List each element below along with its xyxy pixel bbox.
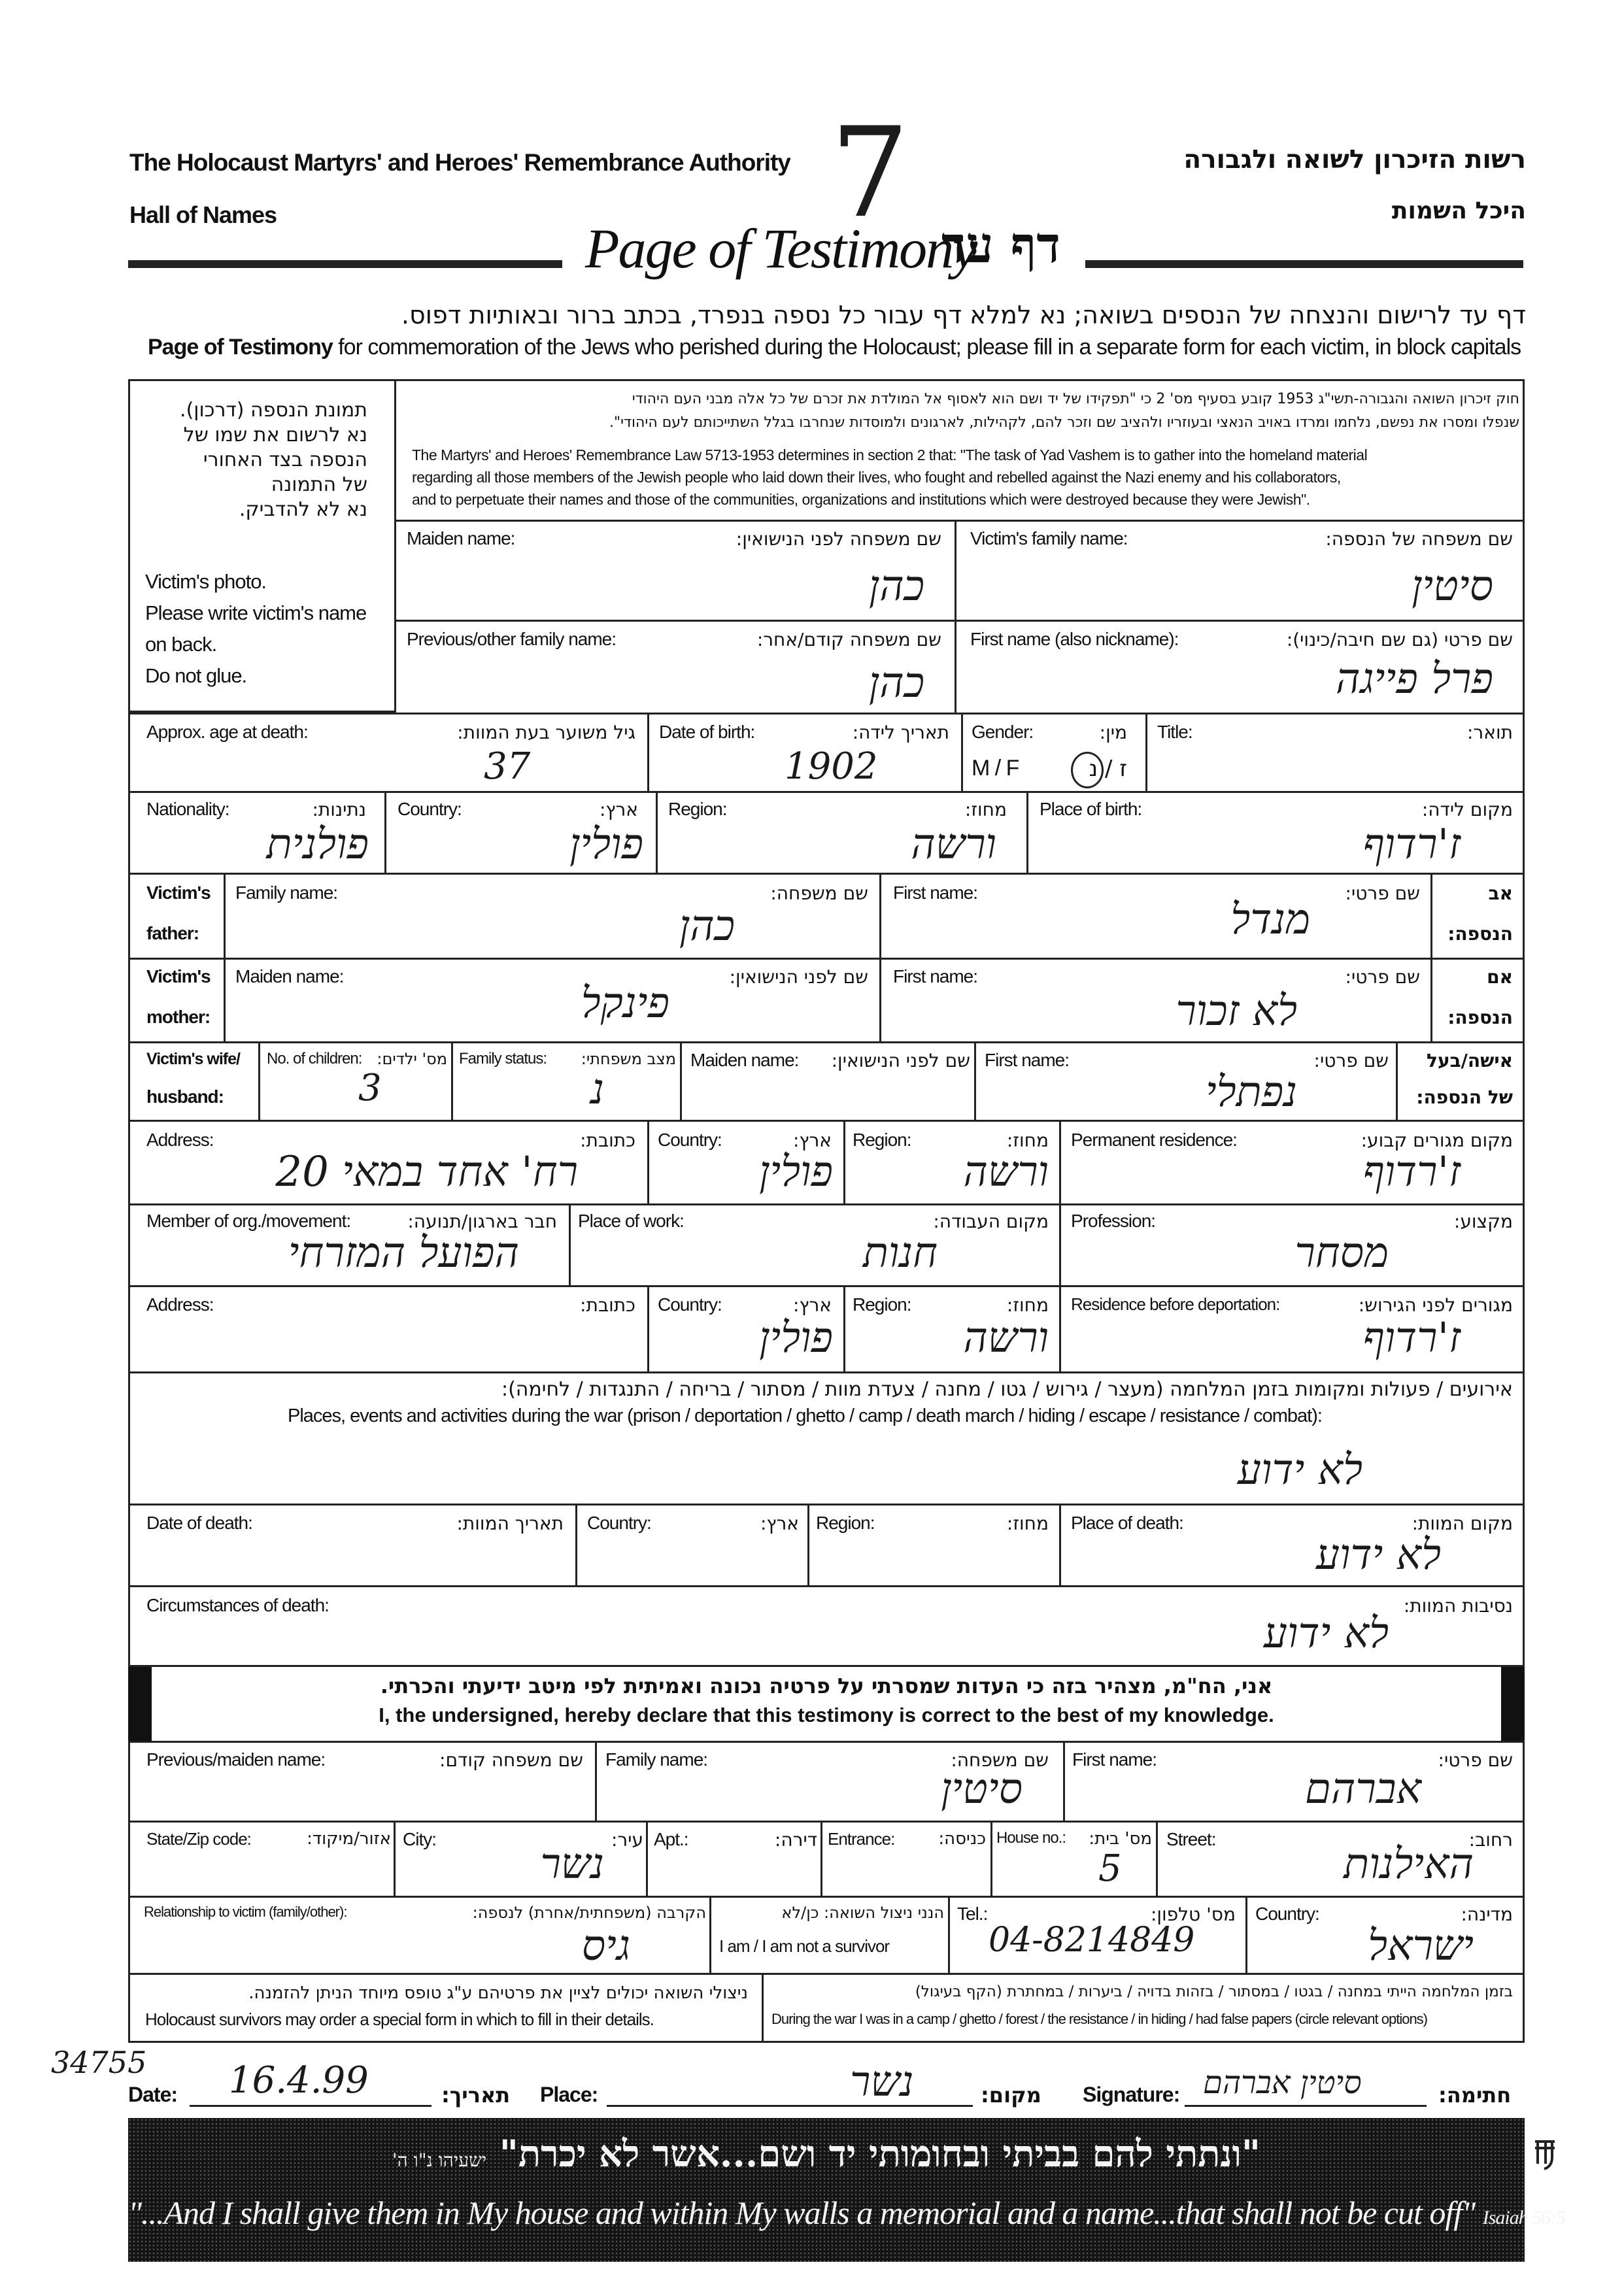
father-label-he-2: הנספה: — [1447, 923, 1513, 945]
war-value: לא ידוע — [1237, 1446, 1362, 1494]
dep-address-label-he: כתובת: — [580, 1294, 635, 1316]
children-value: 3 — [358, 1067, 382, 1109]
dep-region-label-en: Region: — [853, 1294, 911, 1315]
maiden-name-label-he: שם משפחה לפני הנישואין: — [736, 528, 941, 550]
rule-names-mid — [396, 620, 1525, 622]
photo-he-1: תמונת הנספה (דרכון). — [180, 399, 367, 422]
divider-death-2 — [807, 1504, 809, 1585]
divider-notes — [762, 1973, 764, 2043]
divider-names — [955, 520, 956, 713]
nationality-value: פולנית — [266, 820, 369, 869]
rule-13 — [128, 1741, 1525, 1743]
perm-res-label-en: Permanent residence: — [1071, 1130, 1237, 1150]
city-value: נשר — [540, 1840, 604, 1889]
rule-14 — [128, 1821, 1525, 1823]
yad-vashem-emblem-icon — [1532, 2138, 1559, 2190]
relationship-value: גיס — [581, 1922, 630, 1970]
spouse-label-he-1: אישה/בעל — [1427, 1050, 1513, 1071]
family-name-label-he: שם משפחה של הנספה: — [1325, 528, 1513, 550]
quote-en-text: "...And I shall give them in My house and within My walls a memorial and a name...that shall not be cut off" — [128, 2194, 1476, 2231]
place-value: נשר — [850, 2058, 914, 2106]
war-status-note-he: בזמן המלחמה הייתי במחנה / בגטו / במסתור / בזהות בדויה / ביערות / במחתרת (הקף בעיגול) — [915, 1983, 1513, 2000]
tel-label-en: Tel.: — [957, 1904, 988, 1924]
signature-label-en: Signature: — [1083, 2083, 1180, 2106]
rule-16 — [128, 1973, 1525, 1975]
hall-name-en: Hall of Names — [129, 201, 277, 228]
survivors-note-he: ניצולי השואה יכולים לציין את פרטיהם ע"ג טופס מיוחד הניתן להזמנה. — [248, 1983, 748, 2003]
relationship-label-en: Relationship to victim (family/other): — [144, 1904, 347, 1920]
prev-name-label-he: שם משפחה קודם/אחר: — [756, 629, 941, 650]
photo-he-2: נא לרשום את שמו של — [183, 424, 367, 446]
survivor-en[interactable]: I am / I am not a survivor — [719, 1936, 890, 1956]
spouse-first-label-he: שם פרטי: — [1313, 1050, 1389, 1071]
law-en-1: The Martyrs' and Heroes' Remembrance Law 5713-1953 determines in section 2 that: "The task of Yad Vashem is to gather into the homeland material — [412, 446, 1368, 463]
rule-9 — [128, 1371, 1525, 1373]
rule-2 — [128, 791, 1525, 793]
prev-name-label-en: Previous/other family name: — [407, 629, 617, 649]
first-name-label-he: שם פרטי (גם שם חיבה/כינוי): — [1286, 629, 1513, 650]
birth-country-label-en: Country: — [398, 799, 462, 819]
age-label-he: גיל משוער בעת המוות: — [457, 722, 635, 743]
witness-first-value: אברהם — [1304, 1765, 1421, 1813]
family-status-label-he: מצב משפחתי: — [581, 1050, 676, 1068]
witness-family-label-en: Family name: — [605, 1749, 708, 1770]
death-date-label-he: תאריך המוות: — [456, 1513, 564, 1534]
divider-spouse-5 — [1396, 1041, 1398, 1120]
divider-rel-2 — [948, 1896, 950, 1973]
photo-he-3: הנספה בצד האחורי — [203, 448, 367, 471]
divider-region — [1026, 791, 1028, 873]
gender-label-he: מין: — [1099, 722, 1127, 743]
tel-value: 04-8214849 — [989, 1921, 1195, 1960]
dep-country-label-he: ארץ: — [792, 1294, 832, 1316]
title-en: Page of Testimony — [585, 217, 977, 280]
witness-family-value: סיטין — [941, 1765, 1023, 1813]
place-label-en: Place: — [540, 2083, 598, 2106]
birth-country-label-he: ארץ: — [599, 799, 638, 820]
birth-country-value: פולין — [569, 820, 643, 869]
circumstances-label-he: נסיבות המוות: — [1403, 1595, 1513, 1617]
gender-circle-mark — [1071, 752, 1104, 788]
witness-country-label-he: מדינה: — [1461, 1904, 1513, 1925]
circumstances-label-en: Circumstances of death: — [146, 1595, 329, 1615]
instructions-en — [148, 335, 1521, 360]
family-status-label-en: Family status: — [459, 1050, 547, 1067]
quote-en-ref: Isaiah 56:5 — [1482, 2207, 1566, 2228]
maiden-name-label-en: Maiden name: — [407, 528, 515, 548]
place-label-he: מקום: — [981, 2083, 1041, 2108]
witness-family-label-he: שם משפחה: — [951, 1749, 1049, 1771]
pre-dep-res-label-he: מגורים לפני הגירוש: — [1358, 1294, 1513, 1316]
title-rule-right — [1085, 260, 1523, 268]
death-region-label-he: מחוז: — [1006, 1513, 1049, 1534]
rule-6 — [128, 1120, 1525, 1122]
entrance-label-he: כניסה: — [938, 1829, 986, 1849]
res-region-label-he: מחוז: — [1006, 1130, 1049, 1151]
divider-spouse-4 — [974, 1041, 976, 1120]
dep-region-value: ורשה — [963, 1314, 1049, 1362]
birth-region-value: ורשה — [911, 820, 996, 869]
witness-prev-label-he: שם משפחה קודם: — [439, 1749, 583, 1771]
death-region-label-en: Region: — [816, 1513, 875, 1533]
title-label-he: תואר: — [1467, 722, 1513, 743]
quote-he — [128, 2132, 1525, 2176]
res-country-label-he: ארץ: — [792, 1130, 832, 1151]
mother-label-he-2: הנספה: — [1447, 1007, 1513, 1028]
workplace-value: חנות — [862, 1229, 938, 1277]
org-label-en: Member of org./movement: — [146, 1211, 351, 1231]
corner-mark: 7 — [830, 101, 909, 245]
prev-name-value: כהן — [868, 659, 924, 707]
signature-line — [1185, 2105, 1427, 2107]
mother-label-en-2: mother: — [146, 1007, 211, 1027]
photo-en-1: Victim's photo. — [145, 570, 267, 593]
father-family-value: כהן — [679, 902, 735, 950]
spouse-label-en-1: Victim's wife/ — [146, 1050, 240, 1068]
quote-he-ref: ישעיהו נ"ו ה' — [392, 2149, 487, 2171]
pre-dep-res-label-en: Residence before deportation: — [1071, 1294, 1280, 1314]
divider-nat — [384, 791, 386, 873]
divider-age — [647, 713, 649, 791]
perm-res-label-he: מקום מגורים קבוע: — [1361, 1130, 1513, 1151]
address-label-he: כתובת: — [580, 1130, 635, 1151]
divider-spouse-3 — [680, 1041, 682, 1120]
address-value: רח' אחד במאי 20 — [275, 1148, 578, 1196]
tel-label-he: מס' טלפון: — [1150, 1904, 1236, 1925]
divider-addr-3 — [1059, 1120, 1061, 1203]
rule-10 — [128, 1504, 1525, 1505]
org-label-he: חבר בארגון/תנועה: — [407, 1211, 557, 1232]
divider-addr-1 — [647, 1120, 649, 1203]
perm-res-value: ז'רדוף — [1362, 1148, 1461, 1196]
photo-en-3: on back. — [145, 633, 217, 656]
witness-first-label-he: שם פרטי: — [1438, 1749, 1513, 1771]
date-label-en: Date: — [128, 2083, 178, 2106]
dep-country-label-en: Country: — [658, 1294, 722, 1315]
divider-work-1 — [569, 1203, 571, 1285]
war-status-note-en: During the war I was in a camp / ghetto / forest / the resistance / in hiding / had false papers (circle relevant options) — [771, 2011, 1428, 2027]
maiden-name-value: כהן — [868, 562, 924, 611]
date-line — [190, 2105, 431, 2107]
death-place-label-he: מקום המוות: — [1412, 1513, 1513, 1534]
divider-addr-2 — [843, 1120, 845, 1203]
divider-wa-5 — [1156, 1821, 1158, 1896]
rule-5 — [128, 1041, 1525, 1043]
res-region-value: ורשה — [963, 1148, 1049, 1196]
spouse-first-label-en: First name: — [985, 1050, 1070, 1070]
law-en-2: regarding all those members of the Jewish people who laid down their lives, who fought and rebelled against the Nazi enemy and his collaborators, — [412, 469, 1341, 486]
father-label-he-1: אב — [1488, 882, 1513, 904]
spouse-maiden-label-en: Maiden name: — [690, 1050, 799, 1070]
pob-label-en: Place of birth: — [1040, 799, 1142, 819]
street-value: האילנות — [1344, 1840, 1474, 1889]
dob-label-en: Date of birth: — [659, 722, 755, 742]
date-value: 16.4.99 — [229, 2059, 369, 2102]
divider-work-2 — [1059, 1203, 1061, 1285]
rule-3 — [128, 873, 1525, 875]
rule-8 — [128, 1285, 1525, 1287]
death-place-value: לא ידוע — [1315, 1531, 1441, 1579]
profession-label-en: Profession: — [1071, 1211, 1156, 1231]
nationality-label-en: Nationality: — [146, 799, 229, 819]
street-label-he: רחוב: — [1468, 1829, 1513, 1851]
res-region-label-en: Region: — [853, 1130, 911, 1150]
rule-7 — [128, 1203, 1525, 1205]
mother-label-he-1: אם — [1487, 966, 1513, 988]
law-he-2: שנפלו ומסרו את נפשם, נלחמו ומרדו באויב הנאצי ובעוזריו ולהציב שם וזכר להם, לקהילות, לארגונים ולמוסדות שנחרבו בגלל השתייכותם לעם היהודי". — [609, 414, 1519, 431]
divider-dob — [961, 713, 963, 791]
witness-country-label-en: Country: — [1255, 1904, 1319, 1924]
father-label-en-2: father: — [146, 923, 199, 943]
first-name-label-en: First name (also nickname): — [970, 629, 1179, 649]
survivors-note-en: Holocaust survivors may order a special form in which to fill in their details. — [145, 2009, 654, 2029]
spouse-label-he-2: של הנספה: — [1416, 1086, 1513, 1108]
photo-en-2: Please write victim's name — [145, 601, 367, 624]
mother-first-label-en: First name: — [893, 966, 978, 986]
divider-mother-r — [1430, 958, 1432, 1041]
death-date-label-en: Date of death: — [146, 1513, 252, 1533]
photo-en-4: Do not glue. — [145, 664, 247, 687]
gender-label-en: Gender: — [972, 722, 1034, 742]
workplace-label-he: מקום העבודה: — [933, 1211, 1049, 1232]
witness-prev-label-en: Previous/maiden name: — [146, 1749, 326, 1770]
divider-wa-1 — [394, 1821, 396, 1896]
first-name-value: פרל פייגה — [1336, 655, 1493, 703]
family-name-label-en: Victim's family name: — [970, 528, 1128, 548]
death-country-label-he: ארץ: — [760, 1513, 799, 1534]
divider-mother-m — [879, 958, 881, 1041]
apt-label-he: דירה: — [774, 1829, 817, 1851]
mother-maiden-label-en: Maiden name: — [235, 966, 344, 986]
photo-he-4: של התמונה — [271, 473, 367, 496]
circumstances-value: לא ידוע — [1263, 1609, 1389, 1658]
divider-dep-1 — [647, 1285, 649, 1371]
workplace-label-en: Place of work: — [578, 1211, 684, 1231]
age-label-en: Approx. age at death: — [146, 722, 308, 742]
title-label-en: Title: — [1157, 722, 1193, 742]
quote-en — [128, 2194, 1566, 2232]
divider-wa-3 — [820, 1821, 822, 1896]
house-label-he: מס' בית: — [1089, 1829, 1152, 1849]
res-country-value: פולין — [759, 1148, 833, 1196]
zip-label-en: State/Zip code: — [146, 1829, 251, 1849]
spouse-maiden-label-he: שם לפני הנישואין: — [831, 1050, 970, 1071]
divider-wa-2 — [646, 1821, 648, 1896]
profession-label-he: מקצוע: — [1453, 1211, 1513, 1232]
divider-wit-2 — [1063, 1741, 1065, 1821]
profession-value: מסחר — [1294, 1229, 1389, 1277]
quote-he-text: "ונתתי להם בביתי ובחומותי יד ושם...אשר לא יכרת" — [499, 2132, 1261, 2176]
divider-father-r — [1430, 873, 1432, 958]
gender-options-en[interactable]: M / F — [972, 756, 1019, 781]
war-label-en: Places, events and activities during the war (prison / deportation / ghetto / camp / death march / hiding / escape / resistance / combat): — [288, 1405, 1322, 1426]
pre-dep-res-value: ז'רדוף — [1362, 1314, 1461, 1362]
dob-label-he: תאריך לידה: — [852, 722, 949, 743]
war-label-he: אירועים / פעולות ומקומות בזמן המלחמה (מעצר / גירוש / גטו / מחנה / צעדת מוות / מסתור / בריחה / התנגדות / לחימה): — [501, 1378, 1513, 1401]
divider-father-l — [224, 873, 226, 958]
family-status-value: נ — [590, 1066, 604, 1114]
house-value: 5 — [1098, 1847, 1122, 1890]
divider-wit-1 — [595, 1741, 597, 1821]
death-place-label-en: Place of death: — [1071, 1513, 1183, 1533]
witness-country-value: ישראל — [1368, 1922, 1474, 1970]
dep-address-label-en: Address: — [146, 1294, 214, 1315]
divider-dep-2 — [843, 1285, 845, 1371]
declaration-en: I, the undersigned, hereby declare that this testimony is correct to the best of my knowledge. — [379, 1704, 1274, 1726]
divider-spouse-2 — [451, 1041, 453, 1120]
res-country-label-en: Country: — [658, 1130, 722, 1150]
mother-maiden-value: פינקל — [581, 979, 669, 1028]
authority-name-he: רשות הזיכרון לשואה ולגבורה — [1183, 145, 1526, 175]
father-family-label-he: שם משפחה: — [770, 882, 868, 904]
entrance-label-en: Entrance: — [828, 1829, 895, 1849]
instructions-en-bold: Page of Testimony — [148, 335, 333, 360]
street-label-en: Street: — [1166, 1829, 1216, 1849]
age-value: 37 — [484, 745, 531, 788]
hall-name-he: היכל השמות — [1391, 197, 1526, 224]
divider-father-m — [879, 873, 881, 958]
city-label-en: City: — [403, 1829, 436, 1849]
divider-rel-1 — [709, 1896, 711, 1973]
divider-spouse-1 — [258, 1041, 260, 1120]
divider-country — [656, 791, 658, 873]
signature-label-he: חתימה: — [1438, 2083, 1512, 2108]
signature-value: סיטין אברהם — [1203, 2064, 1362, 2101]
rule-11 — [128, 1585, 1525, 1587]
father-first-value: מנדל — [1230, 896, 1310, 944]
birth-region-label-en: Region: — [668, 799, 727, 819]
divider-death-1 — [575, 1504, 577, 1585]
dep-country-value: פולין — [759, 1314, 833, 1362]
date-label-he: תאריך: — [441, 2083, 511, 2108]
declaration-he: אני, הח"מ, מצהיר בזה כי העדות שמסרתי על פרטיה נכונה ואמיתית לפי מיטב ידיעתי והכרתי. — [380, 1673, 1273, 1698]
father-label-en-1: Victim's — [146, 882, 211, 903]
authority-name-en: The Holocaust Martyrs' and Heroes' Remembrance Authority — [129, 149, 790, 176]
gender-options-he[interactable]: ז / נ — [1089, 756, 1127, 782]
law-he-1: חוק זיכרון השואה והגבורה-תשי"ג 1953 קובע בסעיף מס' 2 כי "תפקידו של יד ושם הוא לאסוף אל המולדת את זכרם של כל אלה מבני העם היהודי — [632, 391, 1519, 407]
father-first-label-he: שם פרטי: — [1345, 882, 1420, 904]
mother-first-label-he: שם פרטי: — [1345, 966, 1420, 988]
divider-death-3 — [1059, 1504, 1061, 1585]
mother-maiden-label-he: שם לפני הנישואין: — [729, 966, 868, 988]
divider-dep-3 — [1059, 1285, 1061, 1371]
law-en-3: and to perpetuate their names and those of the communities, organizations and institutions which were destroyed because they were Jewish". — [412, 491, 1310, 508]
rule-15 — [128, 1896, 1525, 1898]
instructions-he: דף עד לרישום והנצחה של הנספים בשואה; נא למלא דף עבור כל נספה בנפרד, בכתב ברור ובאותיות דפוס. — [401, 301, 1526, 329]
divider-rel-3 — [1245, 1896, 1247, 1973]
spouse-first-value: נפתלי — [1205, 1068, 1297, 1117]
survivor-he[interactable]: הנני ניצול השואה: כן/לא — [781, 1904, 944, 1922]
city-label-he: עיר: — [611, 1829, 643, 1851]
dep-region-label-he: מחוז: — [1006, 1294, 1049, 1316]
mother-first-value: לא זכור — [1176, 987, 1297, 1035]
divider-gender — [1145, 713, 1147, 791]
house-label-en: House no.: — [996, 1829, 1066, 1847]
rule-law — [396, 520, 1525, 522]
instructions-en-rest: for commemoration of the Jews who perished during the Holocaust; please fill in a separate form for each victim, in block capitals — [332, 335, 1521, 360]
rule-12 — [128, 1665, 1525, 1667]
title-he: דף עד — [941, 216, 1060, 274]
nationality-label-he: נתינות: — [312, 799, 366, 820]
children-label-en: No. of children: — [267, 1050, 362, 1067]
rule-1 — [128, 713, 1525, 714]
file-number: 34755 — [51, 2045, 147, 2080]
dob-value: 1902 — [785, 745, 878, 788]
death-country-label-en: Country: — [587, 1513, 651, 1533]
declaration-bar-right — [1501, 1665, 1525, 1741]
family-name-value: סיטין — [1412, 562, 1493, 611]
zip-label-he: אזור/מיקוד: — [307, 1829, 391, 1849]
address-label-en: Address: — [146, 1130, 214, 1150]
pob-value: ז'רדוף — [1362, 820, 1461, 869]
title-rule-left — [128, 260, 562, 268]
divider-mother-l — [224, 958, 226, 1041]
witness-first-label-en: First name: — [1072, 1749, 1157, 1770]
photo-he-5: נא לא להדביק. — [239, 498, 367, 521]
relationship-label-he: הקרבה (משפחתית/אחרת) לנספה: — [472, 1904, 706, 1922]
place-line — [607, 2105, 973, 2107]
birth-region-label-he: מחוז: — [964, 799, 1007, 820]
spouse-label-en-2: husband: — [146, 1086, 224, 1107]
rule-4 — [128, 958, 1525, 960]
father-family-label-en: Family name: — [235, 882, 338, 903]
mother-label-en-1: Victim's — [146, 966, 211, 986]
father-first-label-en: First name: — [893, 882, 978, 903]
children-label-he: מס' ילדים: — [377, 1050, 447, 1068]
org-value: הפועל המזרחי — [288, 1229, 519, 1277]
divider-wa-4 — [990, 1821, 992, 1896]
declaration-bar-left — [128, 1665, 152, 1741]
pob-label-he: מקום לידה: — [1421, 799, 1513, 820]
apt-label-en: Apt.: — [654, 1829, 688, 1849]
